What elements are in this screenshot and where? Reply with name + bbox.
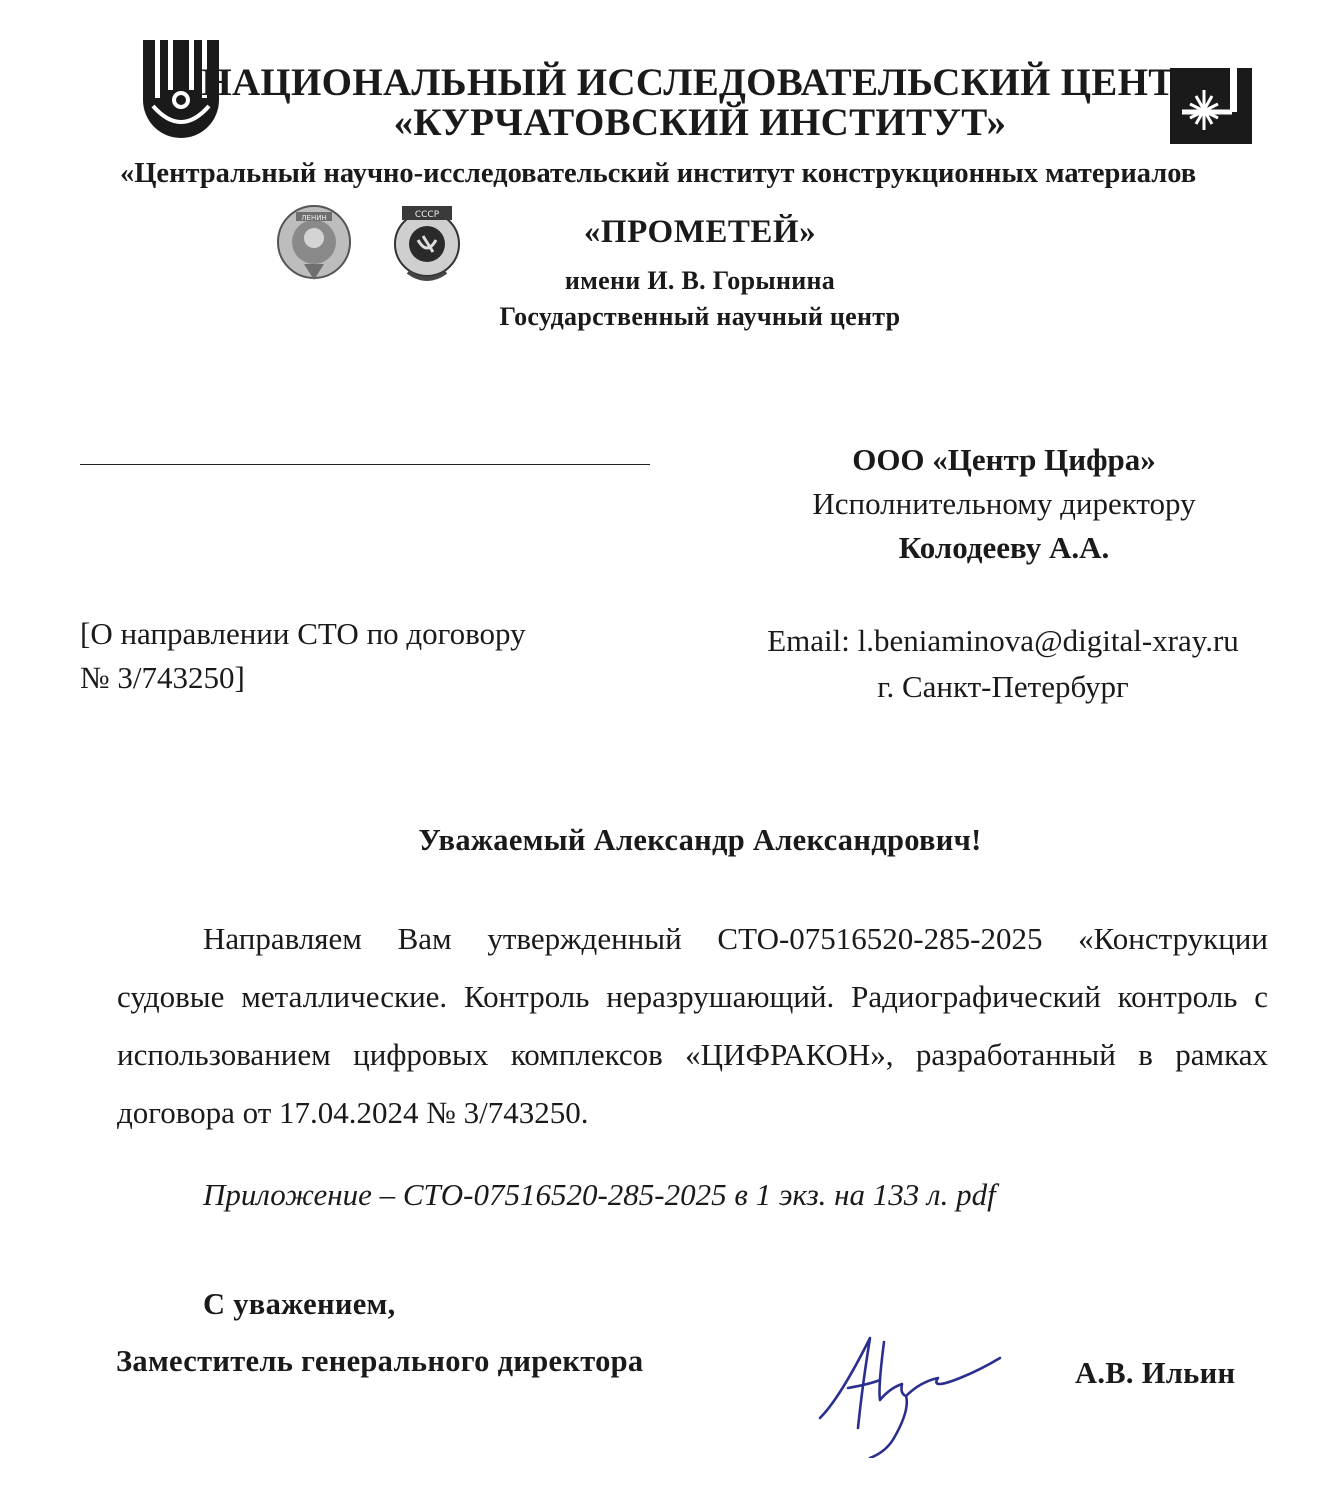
signer-position: Заместитель генерального директора bbox=[116, 1344, 644, 1378]
subject-block bbox=[80, 612, 620, 700]
org-institute-line: «Центральный научно-исследовательский институт конструкционных материалов bbox=[120, 158, 1197, 189]
subject-line1: [О направлении СТО по договору bbox=[80, 616, 526, 651]
closing-phrase: С уважением, bbox=[203, 1287, 396, 1321]
handwritten-signature bbox=[810, 1318, 1010, 1458]
recipient-company: ООО «Центр Цифра» bbox=[852, 442, 1156, 477]
order-of-red-banner-icon bbox=[388, 200, 466, 286]
org-name-line2: «КУРЧАТОВСКИЙ ИНСТИТУТ» bbox=[393, 101, 1007, 144]
registration-number-line bbox=[80, 464, 650, 465]
org-name-line1: НАЦИОНАЛЬНЫЙ ИССЛЕДОВАТЕЛЬСКИЙ ЦЕНТР bbox=[201, 61, 1199, 104]
attachment-note: Приложение – СТО-07516520-285-2025 в 1 экз. на 133 л. pdf bbox=[203, 1177, 996, 1212]
salutation: Уважаемый Александр Александрович! bbox=[418, 823, 982, 857]
letter-body: Направляем Вам утвержденный СТО-07516520-285-2025 «Конструкции судовые металлические. Контроль неразрушающий. Радиографический контроль с использованием цифровых комплексов «ЦИФРАКОН», разработанный в рамках договора от 17.04.2024 № 3/743250. bbox=[117, 921, 1268, 1130]
recipient-contacts bbox=[738, 618, 1268, 710]
org-status: Государственный научный центр bbox=[499, 302, 901, 331]
subject-line2: № 3/743250] bbox=[80, 660, 245, 695]
recipient-email: Email: l.beniaminova@digital-xray.ru bbox=[767, 623, 1239, 658]
org-prometey-title: «ПРОМЕТЕЙ» bbox=[583, 214, 817, 250]
recipient-block bbox=[740, 438, 1268, 570]
recipient-city: г. Санкт-Петербург bbox=[877, 669, 1129, 704]
svg-text:ЛЕНИН: ЛЕНИН bbox=[301, 214, 327, 222]
org-named-after: имени И. В. Горынина bbox=[564, 266, 836, 295]
recipient-name: Колодееву А.А. bbox=[898, 530, 1110, 565]
order-of-lenin-icon bbox=[274, 200, 354, 286]
svg-text:СССР: СССР bbox=[414, 210, 440, 220]
recipient-position: Исполнительному директору bbox=[812, 486, 1196, 521]
signer-name: А.В. Ильин bbox=[1075, 1356, 1236, 1390]
